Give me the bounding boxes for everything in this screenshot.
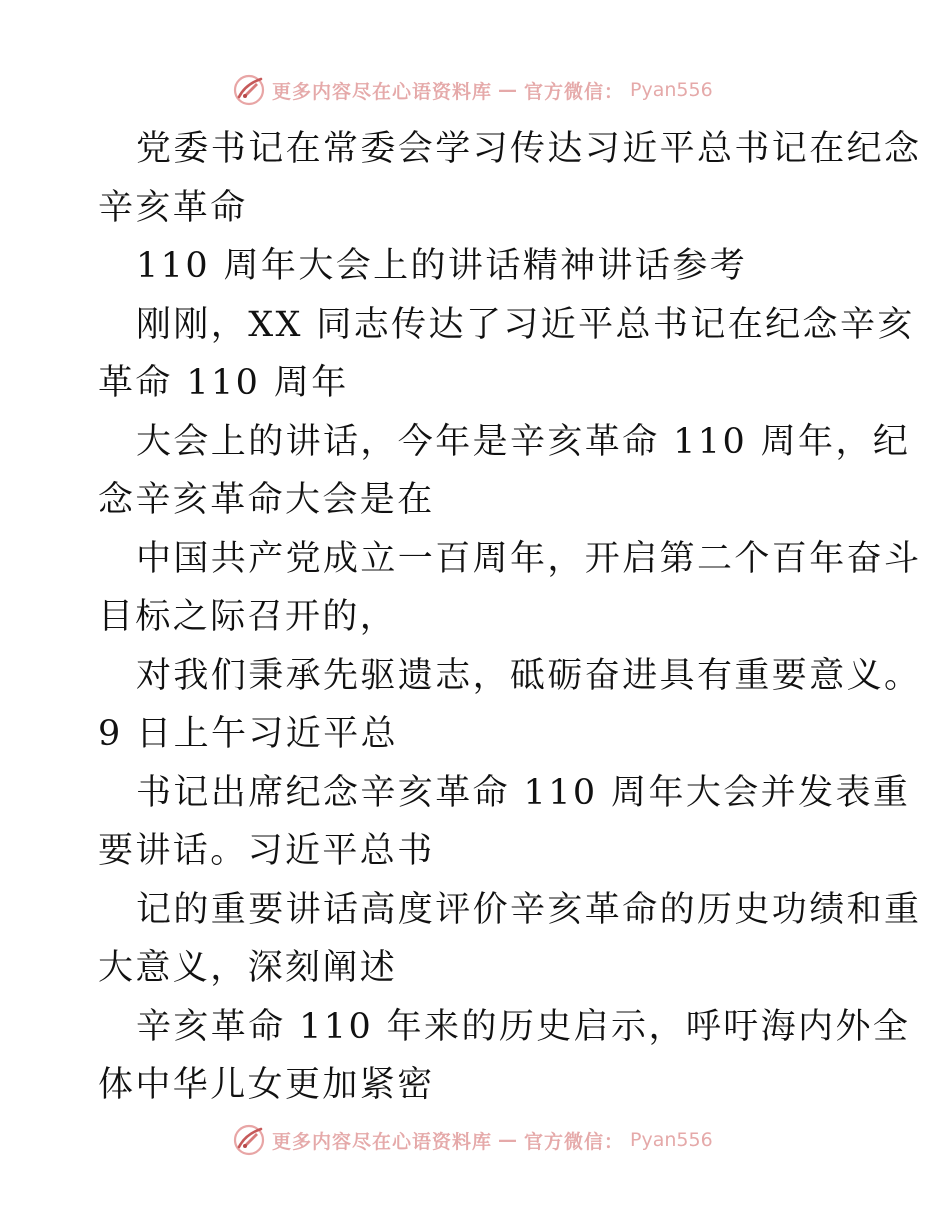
document-body (98, 120, 922, 1115)
paragraph-2 (98, 237, 858, 296)
paragraph-7 (98, 764, 911, 881)
watermark-brand-text: 更多内容尽在心语资料库 (272, 80, 493, 103)
paragraph-9 (98, 998, 911, 1115)
text-line: 刚刚，XX 同志传达了习近平总书记在纪念辛亥 (136, 304, 915, 345)
watermark-brand-text: 更多内容尽在心语资料库 (272, 1130, 493, 1153)
text-line: 大意义，深刻阐述 (98, 948, 398, 988)
paragraph-6 (98, 647, 922, 764)
paragraph-8 (98, 881, 922, 998)
text-line: 书记出席纪念辛亥革命 110 周年大会并发表重 (136, 772, 911, 813)
text-line: 体中华儿女更加紧密 (98, 1065, 435, 1105)
watermark-separator: — (498, 79, 519, 101)
text-line: 辛亥革命 (98, 187, 248, 228)
paragraph-1 (98, 120, 922, 237)
footer-watermark (232, 1120, 752, 1160)
header-watermark (232, 70, 752, 110)
watermark-contact-label: 官方微信： (524, 80, 625, 103)
text-line: 目标之际召开的， (98, 597, 398, 637)
text-line: 大会上的讲话，今年是辛亥革命 110 周年，纪 (136, 421, 911, 462)
watermark-separator: — (498, 1129, 519, 1151)
watermark-contact-id: Pyan556 (630, 79, 713, 101)
paragraph-4 (98, 413, 911, 530)
watermark-contact-label: 官方微信： (524, 1130, 625, 1153)
pen-circle-logo-icon (232, 1123, 266, 1157)
text-line: 辛亥革命 110 年来的历史启示，呼吁海内外全 (136, 1006, 911, 1047)
text-line: 革命 110 周年 (98, 363, 349, 403)
paragraph-5 (98, 530, 922, 647)
text-line: 中国共产党成立一百周年，开启第二个百年奋斗 (136, 538, 922, 579)
text-line: 记的重要讲话高度评价辛亥革命的历史功绩和重 (136, 889, 922, 930)
text-line: 对我们秉承先驱遗志，砥砺奋进具有重要意义。 (136, 655, 922, 696)
watermark-contact-id: Pyan556 (630, 1129, 713, 1151)
text-line: 念辛亥革命大会是在 (98, 480, 435, 520)
paragraph-3 (98, 296, 915, 413)
text-line: 110 周年大会上的讲话精神讲话参考 (136, 246, 748, 286)
text-line: 党委书记在常委会学习传达习近平总书记在纪念 (136, 129, 922, 169)
text-line: 9 日上午习近平总 (98, 714, 398, 754)
pen-circle-logo-icon (232, 73, 266, 107)
text-line: 要讲话。习近平总书 (98, 831, 435, 871)
